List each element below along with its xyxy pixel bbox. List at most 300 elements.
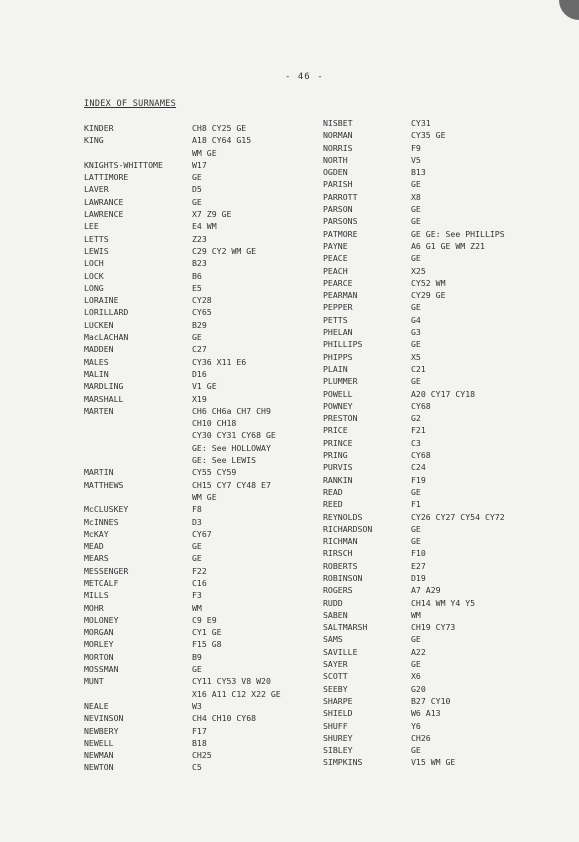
- index-entry: [323, 215, 505, 227]
- surname: PEARMAN: [323, 290, 358, 301]
- references: D5: [192, 184, 202, 195]
- surname: LEE: [84, 221, 99, 232]
- index-entry: [84, 552, 281, 564]
- surname: LAWRENCE: [84, 209, 124, 220]
- index-entry: [323, 142, 505, 154]
- index-entry: [323, 400, 505, 412]
- index-entry: [323, 744, 505, 756]
- surname: SHIELD: [323, 708, 353, 719]
- references: C21: [411, 363, 426, 374]
- references: C29 CY2 WM GE: [192, 245, 257, 256]
- surname: MALIN: [84, 368, 109, 379]
- surname: NEWTON: [84, 762, 114, 773]
- surname: SHUREY: [323, 732, 353, 743]
- surname: NEVINSON: [84, 713, 124, 724]
- index-entry: [84, 700, 281, 712]
- surname: READ: [323, 486, 343, 497]
- index-entry: [84, 171, 281, 183]
- surname: MALES: [84, 356, 109, 367]
- index-entry: [323, 449, 505, 461]
- index-entry: [323, 203, 505, 215]
- references: D16: [192, 368, 207, 379]
- index-entry: [323, 633, 505, 645]
- surname: [84, 417, 192, 429]
- surname: [84, 491, 192, 503]
- references: CY52 WM: [411, 277, 446, 288]
- index-entry: [323, 621, 505, 633]
- index-entry: [323, 265, 505, 277]
- references: V5: [411, 154, 421, 165]
- surname: KING: [84, 135, 104, 146]
- references: F8: [192, 504, 202, 515]
- surname: PHIPPS: [323, 351, 353, 362]
- surname: PURVIS: [323, 462, 353, 473]
- references: A7 A29: [411, 585, 441, 596]
- surname: [84, 442, 192, 454]
- references: CY28: [192, 295, 212, 306]
- references: X8: [411, 191, 421, 202]
- references: CY65: [192, 307, 212, 318]
- surname: ROGERS: [323, 585, 353, 596]
- index-entry: [323, 535, 505, 547]
- references: GE: [411, 523, 421, 534]
- references: CH25: [192, 750, 212, 761]
- index-entry: [84, 466, 281, 478]
- references: Z23: [192, 233, 207, 244]
- references: F10: [411, 548, 426, 559]
- references: GE: [411, 376, 421, 387]
- surname: SIMPKINS: [323, 757, 363, 768]
- index-entry: [84, 503, 281, 515]
- index-entry: [84, 429, 281, 441]
- surname: OGDEN: [323, 167, 348, 178]
- surname: MORGAN: [84, 627, 114, 638]
- references: CY30 CY31 CY68 GE: [192, 430, 276, 441]
- surname: LONG: [84, 282, 104, 293]
- surname: PLAIN: [323, 363, 348, 374]
- index-entry: [84, 712, 281, 724]
- index-entry: [84, 405, 281, 417]
- index-entry: [84, 626, 281, 638]
- index-entry: [84, 233, 281, 245]
- references: G2: [411, 413, 421, 424]
- references: CY68: [411, 450, 431, 461]
- index-entry: [84, 417, 281, 429]
- surname: PRING: [323, 450, 348, 461]
- surname: LUCKEN: [84, 319, 114, 330]
- references: CY67: [192, 528, 212, 539]
- references: X25: [411, 265, 426, 276]
- index-entry: [84, 257, 281, 269]
- index-entry: [84, 761, 281, 773]
- references: X5: [411, 351, 421, 362]
- references: X16 A11 C12 X22 GE: [192, 688, 281, 699]
- index-entry: [84, 675, 281, 687]
- index-entry: [323, 277, 505, 289]
- surname: RANKIN: [323, 474, 353, 485]
- references: GE: [411, 659, 421, 670]
- index-entry: [323, 301, 505, 313]
- index-entry: [323, 289, 505, 301]
- index-entry: [84, 638, 281, 650]
- references: GE: [411, 745, 421, 756]
- surname: MUNT: [84, 676, 104, 687]
- index-entry: [84, 245, 281, 257]
- index-entry: [84, 725, 281, 737]
- references: B9: [192, 651, 202, 662]
- surname: RIRSCH: [323, 548, 353, 559]
- surname: SAMS: [323, 634, 343, 645]
- surname: [84, 688, 192, 700]
- surname: SHARPE: [323, 695, 353, 706]
- references: V15 WM GE: [411, 757, 456, 768]
- references: GE GE: See PHILLIPS: [411, 228, 505, 239]
- index-entry: [84, 651, 281, 663]
- surname: SIBLEY: [323, 745, 353, 756]
- references: CH6 CH6a CH7 CH9: [192, 405, 271, 416]
- references: A6 G1 GE WM Z21: [411, 240, 485, 251]
- surname: NEALE: [84, 700, 109, 711]
- references: CH8 CY25 GE: [192, 123, 247, 133]
- surname: LORILLARD: [84, 307, 129, 318]
- surname: LOCK: [84, 270, 104, 281]
- surname: RUDD: [323, 597, 343, 608]
- references: GE: [411, 302, 421, 313]
- surname: LETTS: [84, 233, 109, 244]
- references: CY31: [411, 118, 431, 128]
- surname: MADDEN: [84, 344, 114, 355]
- index-entry: [323, 523, 505, 535]
- index-entry: [84, 306, 281, 318]
- references: F1: [411, 499, 421, 510]
- surname: PARISH: [323, 179, 353, 190]
- references: WM: [411, 609, 421, 620]
- index-entry: [323, 609, 505, 621]
- index-entry: [323, 584, 505, 596]
- references: CY11 CY53 V8 W20: [192, 676, 271, 687]
- surname: POWELL: [323, 388, 353, 399]
- surname: MARSHALL: [84, 393, 124, 404]
- index-entry: [323, 178, 505, 190]
- index-entry: [323, 117, 505, 129]
- references: F19: [411, 474, 426, 485]
- index-entry: [323, 375, 505, 387]
- index-entry: [323, 240, 505, 252]
- surname: SAVILLE: [323, 646, 358, 657]
- surname: SABEN: [323, 609, 348, 620]
- index-entry: [323, 326, 505, 338]
- index-entry: [323, 191, 505, 203]
- references: WM GE: [192, 491, 217, 502]
- index-entry: [323, 720, 505, 732]
- index-entry: [84, 577, 281, 589]
- references: V1 GE: [192, 381, 217, 392]
- surname: PETTS: [323, 314, 348, 325]
- index-entry: [323, 474, 505, 486]
- surname: SEEBY: [323, 683, 348, 694]
- surname: SHUFF: [323, 720, 348, 731]
- references: B27 CY10: [411, 695, 451, 706]
- surname: NEWBERY: [84, 725, 119, 736]
- surname: LOCH: [84, 258, 104, 269]
- surname: PHILLIPS: [323, 339, 363, 350]
- index-entry: [84, 491, 281, 503]
- surname: PEACE: [323, 253, 348, 264]
- index-entry: [323, 228, 505, 240]
- references: E4 WM: [192, 221, 217, 232]
- index-entry: [84, 393, 281, 405]
- references: D19: [411, 572, 426, 583]
- references: GE: [411, 253, 421, 264]
- surname: MOSSMAN: [84, 664, 119, 675]
- references: CH4 CH10 CY68: [192, 713, 257, 724]
- references: X19: [192, 393, 207, 404]
- references: GE: [192, 196, 202, 207]
- surname: MARTIN: [84, 467, 114, 478]
- index-entry: [84, 319, 281, 331]
- index-entry: [84, 749, 281, 761]
- references: W17: [192, 159, 207, 170]
- references: F9: [411, 142, 421, 153]
- surname: PLUMMER: [323, 376, 358, 387]
- references: B29: [192, 319, 207, 330]
- index-entry: [84, 540, 281, 552]
- references: CY26 CY27 CY54 CY72: [411, 511, 505, 522]
- index-heading: INDEX OF SURNAMES: [84, 99, 177, 109]
- index-entry: [323, 314, 505, 326]
- references: F22: [192, 565, 207, 576]
- references: C27: [192, 344, 207, 355]
- references: B18: [192, 737, 207, 748]
- index-entry: [84, 589, 281, 601]
- references: B23: [192, 258, 207, 269]
- references: E5: [192, 282, 202, 293]
- references: F17: [192, 725, 207, 736]
- surname: ROBINSON: [323, 572, 363, 583]
- index-entry: [323, 424, 505, 436]
- references: A22: [411, 646, 426, 657]
- index-entry: [323, 412, 505, 424]
- index-entry: [323, 388, 505, 400]
- surname: LAVER: [84, 184, 109, 195]
- references: WM GE: [192, 147, 217, 158]
- surname: PRINCE: [323, 437, 353, 448]
- surname: NEWMAN: [84, 750, 114, 761]
- index-entry: [323, 560, 505, 572]
- surname: MEAD: [84, 541, 104, 552]
- index-entry: [323, 732, 505, 744]
- surname: ROBERTS: [323, 560, 358, 571]
- scan-shadow-corner: [559, 0, 579, 20]
- references: GE: [192, 553, 202, 564]
- surname: REED: [323, 499, 343, 510]
- surname: [84, 147, 192, 159]
- index-entry: [323, 461, 505, 473]
- references: GE: [411, 204, 421, 215]
- index-entry: [323, 695, 505, 707]
- index-entry: [84, 663, 281, 675]
- references: B13: [411, 167, 426, 178]
- references: CY1 GE: [192, 627, 222, 638]
- surname: MESSENGER: [84, 565, 129, 576]
- index-entry: [323, 486, 505, 498]
- index-entry: [84, 282, 281, 294]
- surname: NORRIS: [323, 142, 353, 153]
- index-entry: [323, 154, 505, 166]
- index-entry: [84, 147, 281, 159]
- index-entry: [84, 368, 281, 380]
- surname: MATTHEWS: [84, 479, 124, 490]
- surname: PATMORE: [323, 228, 358, 239]
- index-entry: [323, 511, 505, 523]
- index-entry: [84, 134, 281, 146]
- references: Y6: [411, 720, 421, 731]
- index-entry: [84, 220, 281, 232]
- references: GE: [411, 536, 421, 547]
- index-entry: [84, 565, 281, 577]
- index-entry: [84, 380, 281, 392]
- references: A20 CY17 CY18: [411, 388, 476, 399]
- surname: SALTMARSH: [323, 622, 368, 633]
- index-entry: [84, 528, 281, 540]
- references: F15 G8: [192, 639, 222, 650]
- references: A18 CY64 G15: [192, 135, 252, 146]
- surname: LORAINE: [84, 295, 119, 306]
- index-entry: [84, 159, 281, 171]
- references: GE: [192, 172, 202, 183]
- references: CH15 CY7 CY48 E7: [192, 479, 271, 490]
- references: GE: [192, 332, 202, 343]
- references: C5: [192, 762, 202, 773]
- index-entry: [323, 363, 505, 375]
- surname: MOHR: [84, 602, 104, 613]
- references: F21: [411, 425, 426, 436]
- index-entry: [84, 196, 281, 208]
- surname: NEWELL: [84, 737, 114, 748]
- index-entry: [84, 688, 281, 700]
- references: GE: [192, 541, 202, 552]
- index-entry: [84, 614, 281, 626]
- surname: MORTON: [84, 651, 114, 662]
- references: CY29 GE: [411, 290, 446, 301]
- index-entry: [323, 351, 505, 363]
- references: X6: [411, 671, 421, 682]
- surname: [84, 454, 192, 466]
- index-entry: [323, 547, 505, 559]
- references: G4: [411, 314, 421, 325]
- surname: PARSONS: [323, 216, 358, 227]
- surname: RICHARDSON: [323, 523, 373, 534]
- index-entry: [323, 597, 505, 609]
- index-entry: [84, 356, 281, 368]
- references: CY35 GE: [411, 130, 446, 141]
- references: C9 E9: [192, 614, 217, 625]
- references: C24: [411, 462, 426, 473]
- surname: PARROTT: [323, 191, 358, 202]
- left-index-column: [84, 122, 281, 774]
- surname: NORMAN: [323, 130, 353, 141]
- surname: LEWIS: [84, 245, 109, 256]
- index-entry: [323, 756, 505, 768]
- index-entry: [84, 442, 281, 454]
- index-entry: [84, 737, 281, 749]
- index-entry: [84, 270, 281, 282]
- index-entry: [84, 208, 281, 220]
- index-entry: [323, 683, 505, 695]
- index-entry: [323, 437, 505, 449]
- surname: LATTIMORE: [84, 172, 129, 183]
- surname: KINDER: [84, 123, 114, 133]
- surname: PEARCE: [323, 277, 353, 288]
- references: GE: See HOLLOWAY: [192, 442, 271, 453]
- index-entry: [323, 707, 505, 719]
- surname: [84, 429, 192, 441]
- references: GE: [411, 216, 421, 227]
- references: CH10 CH18: [192, 418, 237, 429]
- index-entry: [84, 602, 281, 614]
- index-entry: [323, 572, 505, 584]
- references: GE: [411, 179, 421, 190]
- references: CY68: [411, 400, 431, 411]
- index-entry: [323, 646, 505, 658]
- surname: PAYNE: [323, 240, 348, 251]
- index-entry: [84, 516, 281, 528]
- page-number: - 46 -: [285, 72, 324, 82]
- references: F3: [192, 590, 202, 601]
- surname: POWNEY: [323, 400, 353, 411]
- surname: SAYER: [323, 659, 348, 670]
- surname: PEPPER: [323, 302, 353, 313]
- index-entry: [84, 294, 281, 306]
- surname: PARSON: [323, 204, 353, 215]
- references: W3: [192, 700, 202, 711]
- index-entry: [323, 338, 505, 350]
- surname: McKAY: [84, 528, 109, 539]
- index-entry: [84, 454, 281, 466]
- surname: MARTEN: [84, 405, 114, 416]
- references: G3: [411, 327, 421, 338]
- surname: RICHMAN: [323, 536, 358, 547]
- index-entry: [323, 129, 505, 141]
- surname: METCALF: [84, 577, 119, 588]
- index-entry: [84, 122, 281, 134]
- surname: KNIGHTS-WHITTOME: [84, 159, 163, 170]
- references: C3: [411, 437, 421, 448]
- index-entry: [323, 252, 505, 264]
- index-entry: [323, 658, 505, 670]
- right-index-column: [323, 117, 505, 769]
- surname: SCOTT: [323, 671, 348, 682]
- references: GE: See LEWIS: [192, 455, 257, 466]
- references: GE: [192, 664, 202, 675]
- references: WM: [192, 602, 202, 613]
- references: E27: [411, 560, 426, 571]
- references: GE: [411, 634, 421, 645]
- surname: MEARS: [84, 553, 109, 564]
- surname: REYNOLDS: [323, 511, 363, 522]
- references: CH19 CY73: [411, 622, 456, 633]
- references: X7 Z9 GE: [192, 209, 232, 220]
- surname: McCLUSKEY: [84, 504, 129, 515]
- surname: PHELAN: [323, 327, 353, 338]
- index-entry: [84, 479, 281, 491]
- references: G20: [411, 683, 426, 694]
- index-entry: [323, 498, 505, 510]
- surname: MORLEY: [84, 639, 114, 650]
- references: C16: [192, 577, 207, 588]
- references: CY36 X11 E6: [192, 356, 247, 367]
- references: GE: [411, 486, 421, 497]
